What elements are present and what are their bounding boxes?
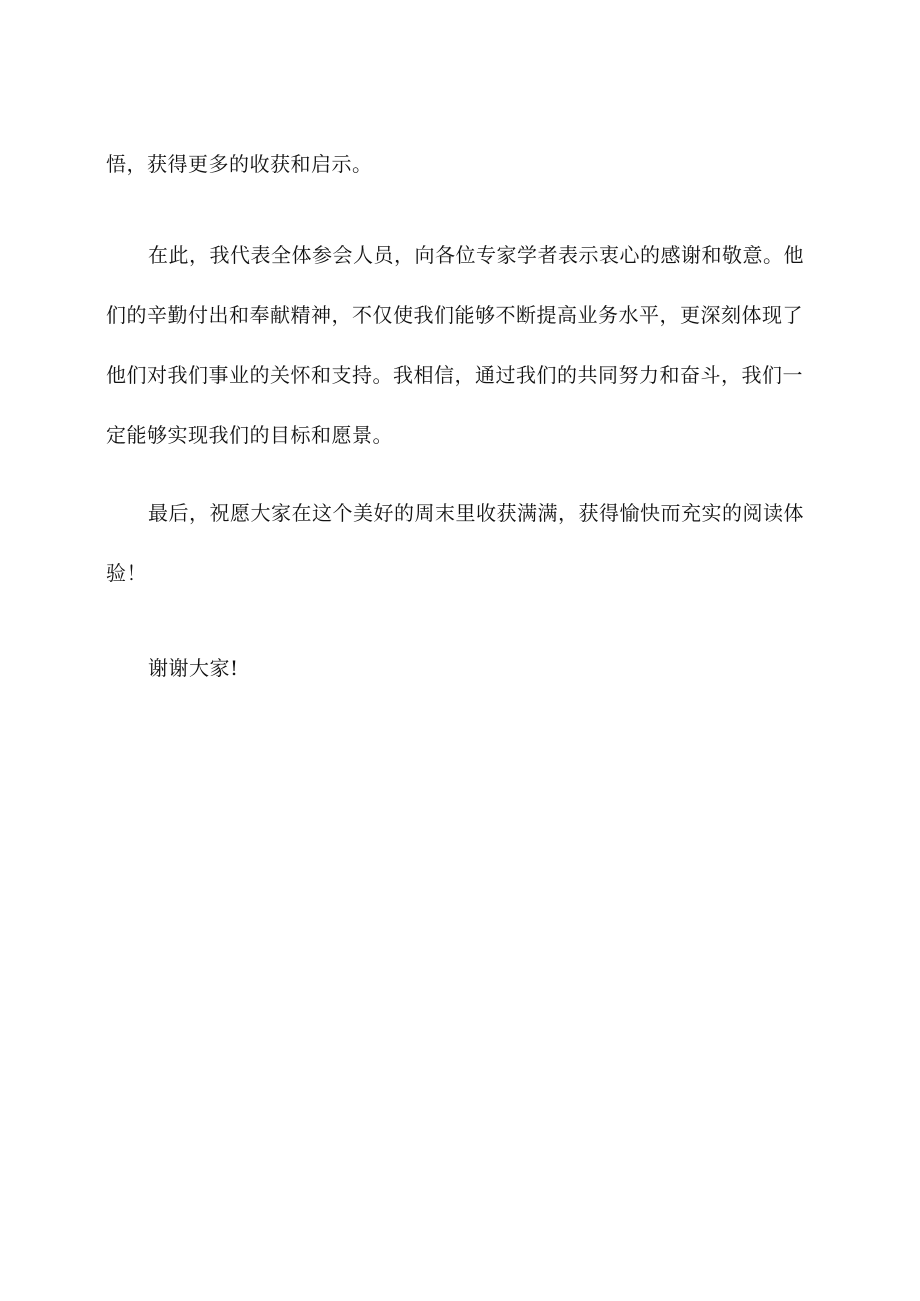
paragraph-thanks: 在此，我代表全体参会人员，向各位专家学者表示衷心的感谢和敬意。他们的辛勤付出和奉献精神，不仅使我们能够不断提高业务水平，更深刻体现了他们对我们事业的关怀和支持。我相信，通过我们的共同努力和奋斗，我们一定能够实现我们的目标和愿景。 [106, 243, 804, 447]
paragraph-closing: 谢谢大家! [148, 656, 239, 680]
paragraph-continuation: 悟，获得更多的收获和启示。 [106, 152, 373, 176]
paragraph-wishes: 最后，祝愿大家在这个美好的周末里收获满满，获得愉快而充实的阅读体验！ [106, 501, 804, 585]
